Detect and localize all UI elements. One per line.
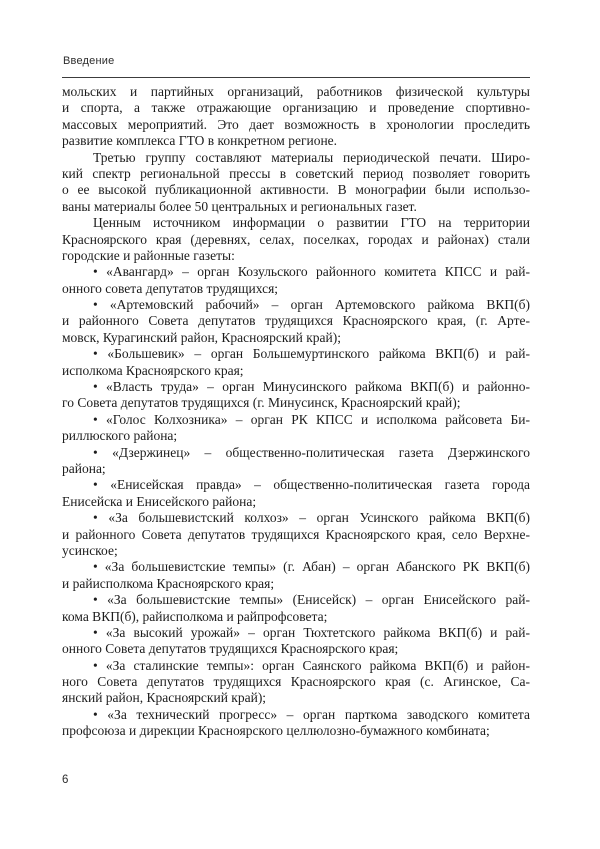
text-line: го Совета депутатов трудящихся (г. Минусинск, Красноярский край);: [62, 395, 461, 411]
text-line: Красноярского края (деревнях, селах, поселках, городах и районах) стали: [62, 231, 530, 247]
text-line: онного совета депутатов трудящихся;: [62, 280, 279, 296]
bullet-item: [62, 445, 530, 478]
bullet-item: [62, 559, 530, 592]
bullet-item: [62, 297, 530, 346]
bullet-item: [62, 707, 530, 740]
text-line: кий спектр региональной прессы в советский период позволяет говорить: [62, 165, 530, 181]
page-number: 6: [62, 774, 69, 786]
text-line: • «За сталинские темпы»: орган Саянского райкома ВКП(б) и район-: [93, 657, 530, 673]
paragraph: [62, 215, 530, 264]
bullet-item: [62, 625, 530, 658]
text-line: • «За большевистские темпы» (г. Абан) – орган Абанского РК ВКП(б): [93, 559, 530, 575]
text-line: и спорта, а также отражающие организацию и проведение спортивно-: [62, 100, 530, 116]
text-line: Третью группу составляют материалы периодической печати. Широ-: [93, 149, 530, 165]
paragraph: [62, 84, 530, 150]
text-line: о ее высокой публикационной активности. В монографии были использо-: [62, 182, 530, 198]
text-line: • «Енисейская правда» – общественно-политическая газета города: [93, 477, 530, 493]
text-line: района;: [62, 460, 106, 476]
text-line: • «За большевистские темпы» (Енисейск) – орган Енисейского рай-: [93, 592, 530, 608]
text-line: риллюского района;: [62, 428, 178, 444]
running-header-title: Введение: [63, 55, 115, 67]
text-line: Ценным источником информации о развитии ГТО на территории: [93, 215, 530, 231]
header-rule: [62, 77, 530, 78]
text-line: ваны материалы более 50 центральных и региональных газет.: [62, 198, 417, 214]
text-line: и районного Совета депутатов трудящихся Красноярского края, село Верхне-: [62, 526, 530, 542]
text-line: кома ВКП(б), райисполкома и райпрофсовета;: [62, 608, 328, 624]
text-line: развитие комплекса ГТО в конкретном регионе.: [62, 133, 338, 149]
bullet-item: [62, 658, 530, 707]
bullet-item: [62, 510, 530, 559]
bullet-item: [62, 592, 530, 625]
text-line: • «Большевик» – орган Большемуртинского райкома ВКП(б) и рай-: [93, 346, 530, 362]
paragraph: [62, 150, 530, 216]
text-line: • «Авангард» – орган Козульского районного комитета КПСС и рай-: [93, 264, 530, 280]
text-line: и районного Совета депутатов трудящихся Красноярского края, (г. Арте-: [62, 313, 530, 329]
body-text: [62, 84, 530, 740]
text-line: • «Дзержинец» – общественно-политическая газета Дзержинского: [93, 444, 530, 460]
text-line: онного Совета депутатов трудящихся Красноярского края;: [62, 641, 399, 657]
bullet-item: [62, 379, 530, 412]
text-line: исполкома Красноярского края;: [62, 362, 244, 378]
text-line: • «За большевистский колхоз» – орган Усинского райкома ВКП(б): [93, 510, 530, 526]
bullet-item: [62, 264, 530, 297]
bullet-item: [62, 477, 530, 510]
text-line: Енисейска и Енисейского района;: [62, 493, 257, 509]
bullet-item: [62, 412, 530, 445]
text-line: усинское;: [62, 542, 118, 558]
text-line: • «Артемовский рабочий» – орган Артемовского райкома ВКП(б): [93, 297, 530, 313]
text-line: городские и районные газеты:: [62, 247, 235, 263]
text-line: • «За технический прогресс» – орган парткома заводского комитета: [93, 706, 530, 722]
text-line: мольских и партийных организаций, работников физической культуры: [62, 84, 530, 99]
text-line: янский район, Красноярский край);: [62, 690, 267, 706]
text-line: мовск, Курагинский район, Красноярский край);: [62, 329, 341, 345]
text-line: • «За высокий урожай» – орган Тюхтетского райкома ВКП(б) и рай-: [93, 624, 530, 640]
text-line: ного Совета депутатов трудящихся Красноярского края (с. Агинское, Са-: [62, 674, 530, 690]
text-line: и райисполкома Красноярского края;: [62, 575, 275, 591]
running-header: [63, 55, 114, 68]
text-line: профсоюза и дирекции Красноярского целлюлозно-бумажного комбината;: [62, 723, 490, 739]
text-line: • «Власть труда» – орган Минусинского райкома ВКП(б) и районно-: [93, 379, 530, 395]
text-line: массовых мероприятий. Это дает возможность в хронологии проследить: [62, 116, 530, 132]
bullet-item: [62, 346, 530, 379]
text-line: • «Голос Колхозника» – орган РК КПСС и исполкома райсовета Би-: [93, 411, 530, 427]
